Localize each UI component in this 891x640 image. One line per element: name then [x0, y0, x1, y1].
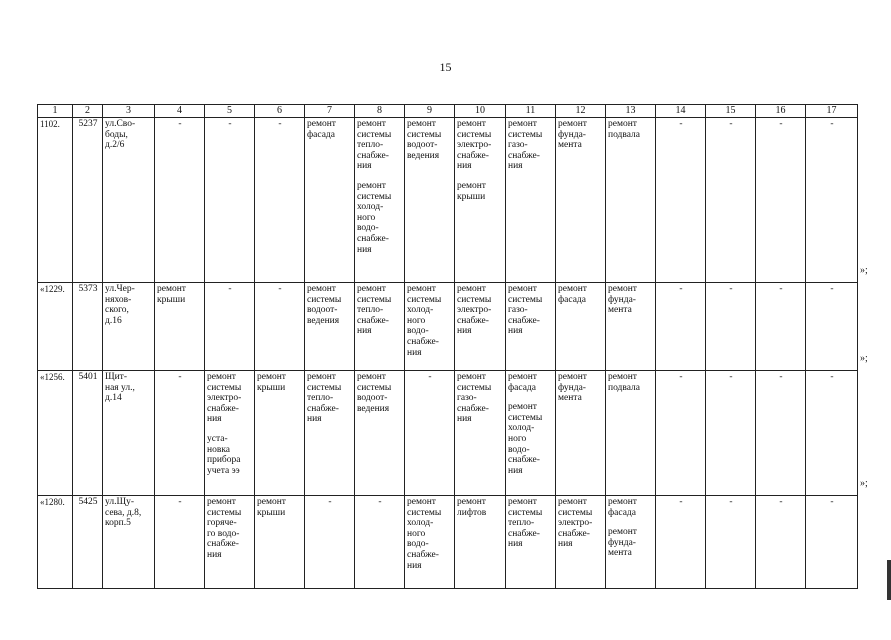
work-type-cell [255, 371, 305, 496]
empty-work-cell: - [155, 118, 205, 283]
empty-work-cell: - [806, 496, 858, 589]
work-type-cell [556, 371, 606, 496]
work-item: ремонт системы тепло- снабже- ния [357, 284, 392, 337]
row-end-mark: »; [860, 478, 868, 489]
work-type-cell [606, 118, 656, 283]
column-number-header-row [38, 105, 858, 118]
work-type-cell [355, 283, 405, 371]
work-type-cell [405, 283, 455, 371]
work-item: ремонт системы холод- ного водо- снабже- ния [508, 402, 543, 476]
work-type-cell [606, 283, 656, 371]
column-number-14: 14 [656, 105, 706, 118]
column-number-10: 10 [455, 105, 506, 118]
work-type-cell [155, 283, 205, 371]
work-type-cell [205, 496, 255, 589]
work-type-cell [506, 283, 556, 371]
column-number-8: 8 [355, 105, 405, 118]
work-item: ремонт системы горяче- го водо- снабже- ния [207, 497, 242, 560]
work-type-cell [556, 496, 606, 589]
building-code-cell: 5237 [73, 118, 103, 283]
work-type-cell [355, 371, 405, 496]
work-type-cell [455, 283, 506, 371]
work-item: ремонт системы тепло- снабже- ния [357, 119, 392, 172]
work-item: ремонт фасада [558, 284, 587, 305]
column-number-3: 3 [103, 105, 155, 118]
empty-work-cell: - [656, 371, 706, 496]
work-item: ремонт системы газо- снабже- ния [508, 119, 543, 172]
page-edge-mark [887, 560, 891, 600]
work-item: ремонт системы водоот- ведения [407, 119, 442, 161]
column-number-11: 11 [506, 105, 556, 118]
repair-schedule-table [37, 104, 858, 589]
column-number-13: 13 [606, 105, 656, 118]
empty-work-cell: - [255, 118, 305, 283]
empty-work-cell: - [155, 371, 205, 496]
work-item: ремонт системы водоот- ведения [357, 372, 392, 414]
column-number-2: 2 [73, 105, 103, 118]
empty-work-cell: - [706, 496, 756, 589]
row-number-cell: «1229. [38, 283, 73, 371]
empty-work-cell: - [806, 283, 858, 371]
work-item: ремонт фасада [307, 119, 336, 140]
work-item: уста- новка прибора учета ээ [207, 433, 241, 476]
column-number-17: 17 [806, 105, 858, 118]
empty-work-cell: - [806, 118, 858, 283]
empty-work-cell: - [205, 118, 255, 283]
work-type-cell [405, 496, 455, 589]
column-number-6: 6 [255, 105, 305, 118]
work-item: ремонт крыши [257, 372, 286, 393]
work-type-cell [506, 496, 556, 589]
column-number-4: 4 [155, 105, 205, 118]
work-item: ремонт системы газо- снабже- ния [457, 372, 492, 425]
empty-work-cell: - [155, 496, 205, 589]
column-number-7: 7 [305, 105, 355, 118]
building-code-cell: 5373 [73, 283, 103, 371]
empty-work-cell: - [656, 496, 706, 589]
work-type-cell [606, 496, 656, 589]
empty-work-cell: - [756, 118, 806, 283]
table-row [38, 496, 858, 589]
empty-work-cell: - [656, 283, 706, 371]
empty-work-cell: - [255, 283, 305, 371]
table-row [38, 371, 858, 496]
work-item: ремонт системы электро- снабже- ния [457, 119, 492, 172]
work-type-cell [355, 118, 405, 283]
address-cell: ул.Чер- няхов- ского, д.16 [103, 283, 155, 371]
work-type-cell [305, 371, 355, 496]
work-item: ремонт крыши [157, 284, 186, 305]
work-type-cell [455, 371, 506, 496]
work-item: ремонт системы холод- ного водо- снабже- ния [407, 284, 442, 358]
empty-work-cell: - [706, 118, 756, 283]
work-item: ремонт подвала [608, 119, 641, 140]
row-number-cell: 1102. [38, 118, 73, 283]
empty-work-cell: - [806, 371, 858, 496]
work-item: ремонт системы тепло- снабже- ния [508, 497, 543, 550]
empty-work-cell: - [706, 283, 756, 371]
work-item: ремонт фунда- мента [608, 527, 637, 559]
work-item: ремонт лифтов [457, 497, 487, 518]
work-item: ремонт крыши [257, 497, 286, 518]
empty-work-cell: - [205, 283, 255, 371]
work-item: ремонт фунда- мента [608, 284, 637, 316]
address-cell: ул.Сво- боды, д.2/6 [103, 118, 155, 283]
work-item: ремонт системы электро- снабже- ния [457, 284, 492, 337]
work-type-cell [506, 118, 556, 283]
work-type-cell [556, 283, 606, 371]
work-type-cell [606, 371, 656, 496]
row-end-mark: »; [860, 353, 868, 364]
row-end-mark: »; [860, 265, 868, 276]
work-type-cell [455, 496, 506, 589]
work-item: ремонт фасада [508, 372, 537, 393]
work-item: ремонт системы водоот- ведения [307, 284, 342, 326]
empty-work-cell: - [756, 496, 806, 589]
empty-work-cell: - [756, 371, 806, 496]
work-item: ремонт крыши [457, 180, 486, 202]
work-item: ремонт системы газо- снабже- ния [508, 284, 543, 337]
work-item: ремонт системы холод- ного водо- снабже- ния [407, 497, 442, 571]
column-number-9: 9 [405, 105, 455, 118]
work-item: ремонт фунда- мента [558, 372, 587, 404]
address-cell: Щит- ная ул., д.14 [103, 371, 155, 496]
building-code-cell: 5401 [73, 371, 103, 496]
work-item: ремонт подвала [608, 372, 641, 393]
row-number-cell: «1280. [38, 496, 73, 589]
empty-work-cell: - [706, 371, 756, 496]
column-number-15: 15 [706, 105, 756, 118]
column-number-16: 16 [756, 105, 806, 118]
work-type-cell [305, 118, 355, 283]
empty-work-cell: - [756, 283, 806, 371]
work-item: ремонт системы холод- ного водо- снабже- ния [357, 180, 392, 255]
work-item: ремонт системы тепло- снабже- ния [307, 372, 342, 425]
column-number-5: 5 [205, 105, 255, 118]
work-type-cell [205, 371, 255, 496]
empty-work-cell: - [405, 371, 455, 496]
work-item: ремонт фасада [608, 497, 637, 518]
empty-work-cell: - [355, 496, 405, 589]
work-item: ремонт фунда- мента [558, 119, 587, 151]
work-type-cell [305, 283, 355, 371]
building-code-cell: 5425 [73, 496, 103, 589]
empty-work-cell: - [305, 496, 355, 589]
work-type-cell [255, 496, 305, 589]
table-row [38, 283, 858, 371]
work-item: ремонт системы электро- снабже- ния [207, 372, 242, 425]
work-type-cell [506, 371, 556, 496]
work-type-cell [405, 118, 455, 283]
column-number-1: 1 [38, 105, 73, 118]
work-item: ремонт системы электро- снабже- ния [558, 497, 593, 550]
work-type-cell [455, 118, 506, 283]
row-number-cell: «1256. [38, 371, 73, 496]
column-number-12: 12 [556, 105, 606, 118]
page-number: 15 [439, 60, 452, 74]
address-cell: ул.Щу- сева, д.8, корп.5 [103, 496, 155, 589]
empty-work-cell: - [656, 118, 706, 283]
table-row [38, 118, 858, 283]
work-type-cell [556, 118, 606, 283]
